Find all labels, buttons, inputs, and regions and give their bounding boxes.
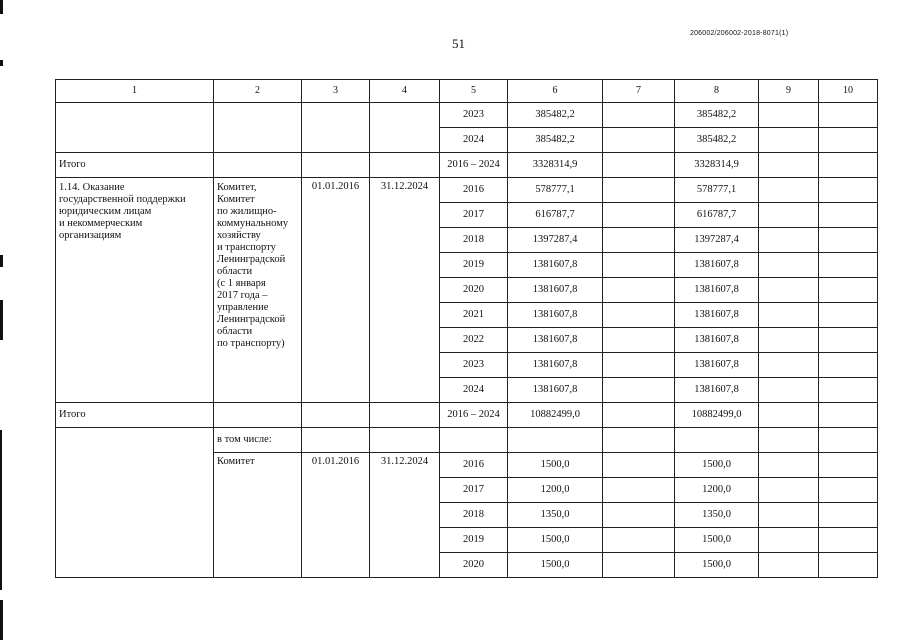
total-value-cell: 3328314,9 (508, 153, 603, 178)
value-cell: 1381607,8 (675, 303, 759, 328)
document-id: 206002/206002-2018-8071(1) (690, 30, 789, 37)
executor-line: и транспорту (217, 242, 276, 253)
year-cell: 2018 (440, 503, 508, 528)
value-cell: 1500,0 (675, 553, 759, 578)
value-cell: 616787,7 (508, 203, 603, 228)
value-cell: 1381607,8 (508, 328, 603, 353)
year-cell: 2018 (440, 228, 508, 253)
executor-line: коммунальному (217, 218, 289, 229)
year-cell: 2019 (440, 253, 508, 278)
measure-name-line: 1.14. Оказание (59, 182, 125, 193)
scan-edge-mark (0, 430, 2, 590)
year-cell: 2024 (440, 128, 508, 153)
value-cell: 1200,0 (508, 478, 603, 503)
value-cell: 385482,2 (675, 128, 759, 153)
value-cell: 578777,1 (508, 178, 603, 203)
measure-name-line: юридическим лицам (59, 206, 152, 217)
value-cell: 1500,0 (508, 553, 603, 578)
scan-edge-mark (0, 0, 3, 14)
scan-edge-mark (0, 255, 3, 267)
executor-cell: Комитет (214, 453, 302, 578)
column-number: 7 (603, 80, 675, 103)
table-row (56, 178, 878, 203)
executor-line: области (217, 326, 253, 337)
year-cell: 2016 (440, 178, 508, 203)
measure-name-line: организациям (59, 230, 122, 241)
scan-edge-mark (0, 60, 3, 66)
total-row (56, 403, 878, 428)
scan-edge-mark (0, 300, 3, 340)
value-cell: 1200,0 (675, 478, 759, 503)
table-row (56, 103, 878, 128)
year-cell: 2020 (440, 553, 508, 578)
executor-line: хозяйству (217, 230, 261, 241)
year-cell: 2020 (440, 278, 508, 303)
total-row (56, 153, 878, 178)
end-date-cell: 31.12.2024 (370, 453, 440, 578)
column-number: 4 (370, 80, 440, 103)
value-cell: 385482,2 (508, 103, 603, 128)
table-row (56, 428, 878, 453)
executor-line: Комитет, (217, 182, 257, 193)
column-number: 10 (819, 80, 878, 103)
value-cell: 1381607,8 (508, 378, 603, 403)
value-cell: 385482,2 (508, 128, 603, 153)
year-cell: 2024 (440, 378, 508, 403)
total-value-cell: 3328314,9 (675, 153, 759, 178)
page-number: 51 (452, 36, 465, 51)
measure-name-line: и некоммерческим (59, 218, 143, 229)
value-cell: 1397287,4 (508, 228, 603, 253)
total-label: Итого (56, 403, 214, 428)
executor-line: Ленинградской (217, 314, 286, 325)
year-cell: 2017 (440, 203, 508, 228)
value-cell: 1381607,8 (675, 353, 759, 378)
executor-line: по жилищно- (217, 206, 277, 217)
value-cell: 385482,2 (675, 103, 759, 128)
executor-line: по транспорту) (217, 338, 285, 349)
end-date-cell: 31.12.2024 (370, 178, 440, 403)
column-header-row (56, 80, 878, 103)
total-label: Итого (56, 153, 214, 178)
total-value-cell: 10882499,0 (508, 403, 603, 428)
year-cell: 2023 (440, 353, 508, 378)
value-cell: 1500,0 (675, 528, 759, 553)
value-cell: 1381607,8 (508, 253, 603, 278)
year-cell: 2021 (440, 303, 508, 328)
value-cell: 1500,0 (508, 528, 603, 553)
value-cell: 616787,7 (675, 203, 759, 228)
column-number: 2 (214, 80, 302, 103)
value-cell: 1350,0 (675, 503, 759, 528)
column-number: 6 (508, 80, 603, 103)
year-cell: 2017 (440, 478, 508, 503)
value-cell: 1381607,8 (675, 278, 759, 303)
executor-cell (214, 178, 302, 403)
scan-edge-mark (0, 600, 3, 640)
start-date-cell: 01.01.2016 (302, 178, 370, 403)
value-cell: 1381607,8 (508, 303, 603, 328)
year-cell: 2019 (440, 528, 508, 553)
year-cell: 2016 (440, 453, 508, 478)
executor-line: Ленинградской (217, 254, 286, 265)
measure-name-line: государственной поддержки (59, 194, 186, 205)
column-number: 1 (56, 80, 214, 103)
period-cell: 2016 – 2024 (440, 403, 508, 428)
year-cell: 2023 (440, 103, 508, 128)
value-cell: 1381607,8 (508, 353, 603, 378)
value-cell: 1500,0 (508, 453, 603, 478)
executor-line: области (217, 266, 253, 277)
value-cell: 1350,0 (508, 503, 603, 528)
value-cell: 1381607,8 (675, 378, 759, 403)
executor-line: 2017 года – (217, 290, 268, 301)
value-cell: 1500,0 (675, 453, 759, 478)
including-label: в том числе: (214, 428, 302, 453)
value-cell: 1381607,8 (675, 328, 759, 353)
column-number: 3 (302, 80, 370, 103)
budget-table (55, 79, 878, 578)
year-cell: 2022 (440, 328, 508, 353)
total-value-cell: 10882499,0 (675, 403, 759, 428)
executor-line: управление (217, 302, 269, 313)
value-cell: 1381607,8 (508, 278, 603, 303)
value-cell: 578777,1 (675, 178, 759, 203)
value-cell: 1397287,4 (675, 228, 759, 253)
start-date-cell: 01.01.2016 (302, 453, 370, 578)
measure-name-cell (56, 178, 214, 403)
executor-line: Комитет (217, 194, 255, 205)
column-number: 9 (759, 80, 819, 103)
column-number: 8 (675, 80, 759, 103)
period-cell: 2016 – 2024 (440, 153, 508, 178)
executor-line: (с 1 января (217, 278, 266, 289)
column-number: 5 (440, 80, 508, 103)
value-cell: 1381607,8 (675, 253, 759, 278)
